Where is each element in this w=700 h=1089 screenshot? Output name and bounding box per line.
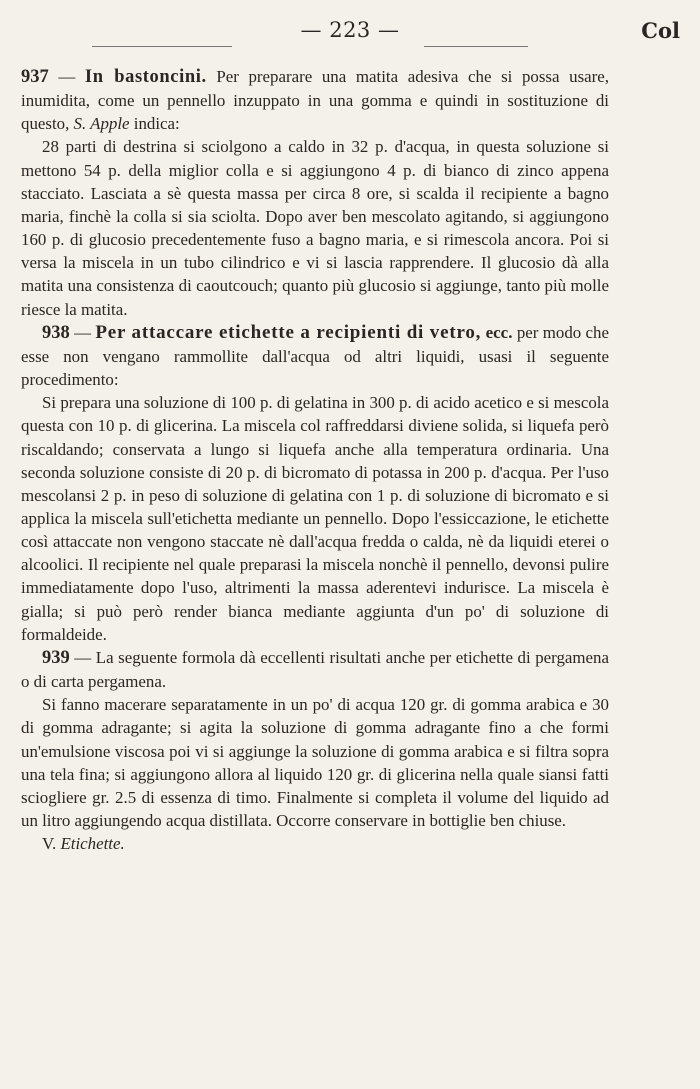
entry-939-heading — [21, 646, 609, 693]
entry-number: 938 — [42, 322, 70, 343]
header-rule-left — [92, 46, 232, 47]
entry-title-end: ecc. — [481, 322, 513, 342]
entry-title: In bastoncini. — [84, 67, 207, 87]
page-number: — 223 — — [300, 18, 400, 42]
entry-dash: — — [69, 647, 96, 667]
see-also-prefix: V. — [42, 834, 61, 854]
entry-number: 937 — [21, 67, 49, 87]
see-also-reference — [21, 832, 609, 855]
entry-dash: — — [48, 67, 85, 86]
page-body — [21, 65, 609, 855]
entry-937-heading — [21, 65, 609, 135]
entry-938-heading — [21, 321, 609, 391]
entry-lead: Per preparare una matita adesiva che si possa usare, inumidita, come un pennello inzuppato in una gomma e quindi in sostituzione di questo, — [21, 67, 609, 134]
entry-938-body: Si prepara una soluzione di 100 p. di gelatina in 300 p. di acido acetico e si mescola questa con 10 p. di glicerina. La miscela col raffreddarsi diviene solida, si liquefa però riscaldando; conservata a lungo si liquefa anche alla temperatura ordinaria. Una seconda soluzione consiste di 20 p. di bicromato di potassa in 200 p. d'acqua. Per l'uso mescolansi 2 p. in peso di soluzione di gelatina con 1 p. di soluzione di bicromato e si applica la miscela sull'etichetta mediante un pennello. Dopo l'essiccazione, le etichette così attaccate non vengono staccate nè dall'acqua fredda o calda, nè da liquidi eterei o alcoolici. Il recipiente nel quale preparasi la miscela nonchè il pennello, devonsi pulire immediatamente dopo l'uso, altrimenti la massa aderentevi indurisce. La miscela è gialla; si può però render bianca mediante aggiunta d'un po' di soluzione di formaldeide. — [21, 393, 609, 644]
page-header — [20, 14, 680, 54]
entry-lead: La seguente formola dà eccellenti risultati anche per etichette di pergamena o di carta pergamena. — [21, 647, 609, 692]
entry-lead: per modo che esse non vengano rammollite dall'acqua od altri liquidi, usasi il seguente procedimento: — [21, 322, 609, 390]
see-also-target: Etichette. — [60, 834, 125, 854]
entry-dash: — — [69, 322, 96, 342]
entry-937-body: 28 parti di destrina si sciolgono a caldo in 32 p. d'acqua, in questa soluzione si mettono 54 p. della miglior colla e si aggiungono 4 p. di bianco di zinco appena stacciato. Lasciata a sè questa massa per circa 8 ore, si scalda il recipiente a bagno maria, finchè la colla si sia sciolta. Dopo aver ben mescolato agitando, si aggiungono 160 p. di glucosio precedentemente fuso a bagno maria, e si rimescola ancora. Poi si versa la miscela in un tubo cilindrico e vi si lascia rapprendere. Il glucosio dà alla matita una consistenza di caoutcouch; quanto più glucosio si aggiunge, tanto più molle riesce la matita. — [21, 137, 609, 319]
entry-lead-end: indica: — [129, 114, 180, 134]
entry-number: 939 — [42, 647, 70, 668]
header-rule-right — [424, 46, 528, 47]
running-head-word: Col — [641, 18, 680, 43]
entry-title: Per attaccare etichette a recipienti di vetro, — [95, 321, 482, 343]
entry-939-body: Si fanno macerare separatamente in un po' di acqua 120 gr. di gomma arabica e 30 di gomma adragante; si agita la soluzione di gomma adragante fino a che formi un'emulsione viscosa poi vi si aggiunge la soluzione di gomma arabica e si filtra sopra una tela fina; si aggiungono allora al liquido 120 gr. di glicerina nella quale siansi fatti sciogliere gr. 2.5 di essenza di timo. Finalmente si completa il volume del liquido ad un litro aggiungendo acqua distillata. Occorre conservare in bottiglie ben chiuse. — [21, 695, 609, 830]
author-ref: S. Apple — [73, 114, 130, 134]
